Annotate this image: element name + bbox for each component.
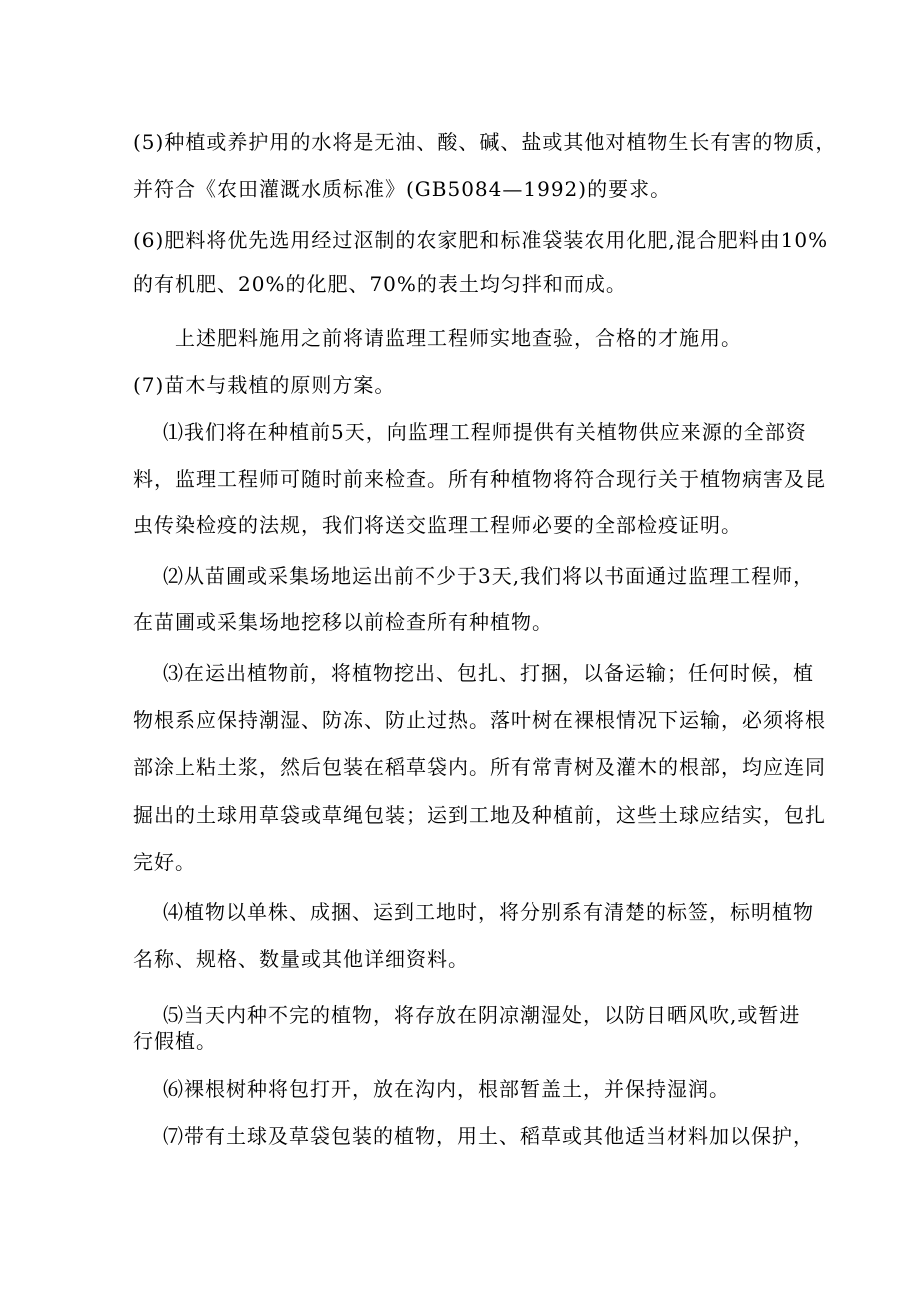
para-5-line-2: 并符合《农田灌溉水质标准》(GB5084—1992)的要求。 [133, 177, 672, 201]
item-5-line-2: 行假植。 [133, 1029, 217, 1053]
item-4-line-2: 名称、规格、数量或其他详细资料。 [133, 947, 469, 971]
item-2-line-2: 在苗圃或采集场地挖移以前检查所有种植物。 [133, 610, 553, 634]
item-5-line-1: ⑸当天内种不完的植物，将存放在阴凉潮湿处，以防日晒风吹,或暂进 [163, 1003, 801, 1027]
item-6-line-1: ⑹裸根树种将包打开，放在沟内，根部暂盖土，并保持湿润。 [163, 1077, 730, 1101]
item-1-line-1: ⑴我们将在种植前5天，向监理工程师提供有关植物供应来源的全部资 [163, 420, 807, 444]
para-5-line-1: (5)种植或养护用的水将是无油、酸、碱、盐或其他对植物生长有害的物质， [133, 130, 837, 154]
item-3-line-4: 掘出的土球用草袋或草绳包装；运到工地及种植前，这些土球应结实，包扎 [133, 803, 826, 827]
para-6-line-2: 的有机肥、20%的化肥、70%的表土均匀拌和而成。 [133, 272, 627, 296]
para-6-line-1: (6)肥料将优先选用经过沤制的农家肥和标准袋装农用化肥,混合肥料由10% [133, 228, 829, 252]
item-1-line-2: 料，监理工程师可随时前来检查。所有种植物将符合现行关于植物病害及昆 [133, 467, 826, 491]
item-3-line-5: 完好。 [133, 850, 196, 874]
item-7-line-1: ⑺带有土球及草袋包装的植物，用土、稻草或其他适当材料加以保护， [163, 1124, 814, 1148]
item-3-line-2: 物根系应保持潮湿、防冻、防止过热。落叶树在裸根情况下运输，必须将根 [133, 708, 826, 732]
item-3-line-3: 部涂上粘土浆，然后包装在稻草袋内。所有常青树及灌木的根部，均应连同 [133, 755, 826, 779]
item-2-line-1: ⑵从苗圃或采集场地运出前不少于3天,我们将以书面通过监理工程师， [163, 564, 815, 588]
para-7-heading: (7)苗木与栽植的原则方案。 [133, 373, 396, 397]
item-4-line-1: ⑷植物以单株、成捆、运到工地时，将分别系有清楚的标签，标明植物 [163, 900, 814, 924]
fertilizer-note: 上述肥料施用之前将请监理工程师实地查验，合格的才施用。 [175, 326, 742, 350]
item-1-line-3: 虫传染检疫的法规，我们将送交监理工程师必要的全部检疫证明。 [133, 513, 742, 537]
item-3-line-1: ⑶在运出植物前，将植物挖出、包扎、打捆，以备运输；任何时候，植 [163, 661, 814, 685]
